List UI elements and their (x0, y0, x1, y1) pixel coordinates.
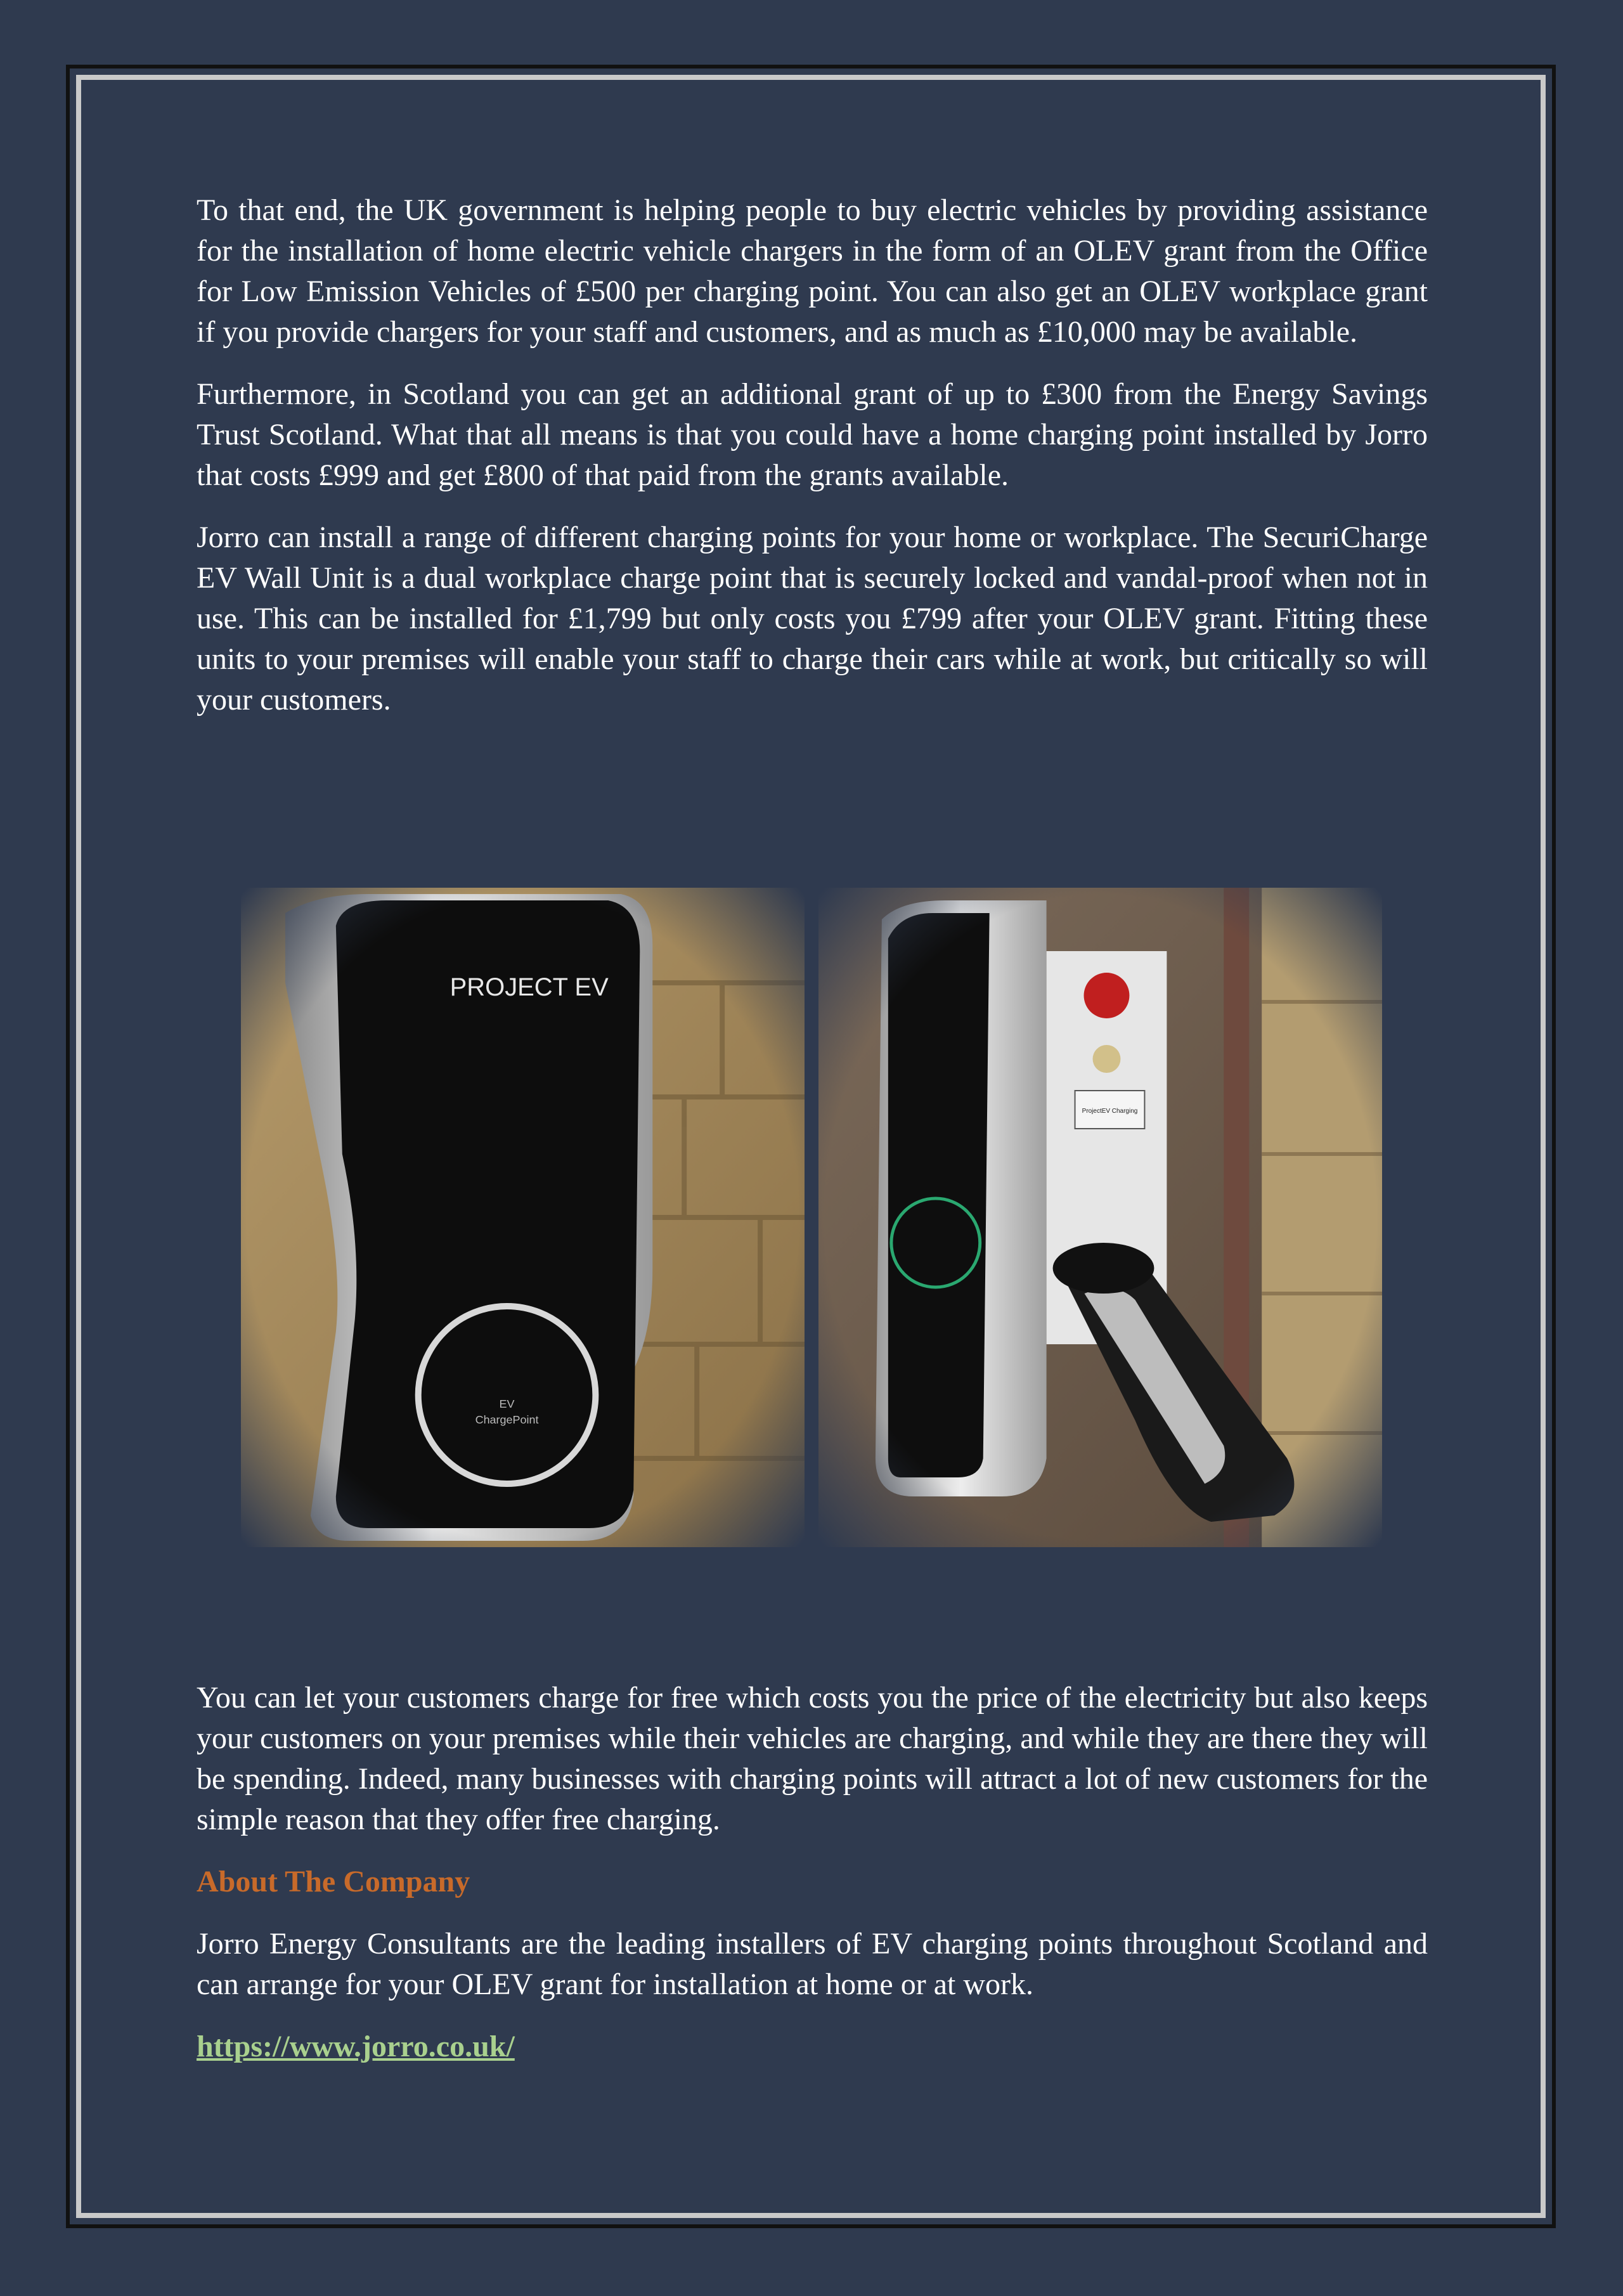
bottom-text-section (197, 1678, 1428, 2067)
top-text-section (197, 190, 1428, 742)
paragraph-olev-grant: To that end, the UK government is helping people to buy electric vehicles by providing assistance for the installation of home electric vehicle chargers in the form of an OLEV grant from the Office for Low Emission Vehicles of £500 per charging point. You can also get an OLEV workplace grant if you provide chargers for your staff and customers, and as much as £10,000 may be available. (197, 193, 1428, 349)
charger-photos (241, 888, 1382, 1547)
about-paragraph: Jorro Energy Consultants are the leading installers of EV charging points throughout Scotland and can arrange for your OLEV grant for installation at home or at work. (197, 1927, 1428, 2001)
paragraph-scotland-grant: Furthermore, in Scotland you can get an additional grant of up to £300 from the Energy Savings Trust Scotland. What that all means is that you could have a home charging point installed by Jorro that costs £999 and get £800 of that paid from the grants available. (197, 377, 1428, 492)
about-heading: About The Company (197, 1865, 470, 1898)
paragraph-free-charging: You can let your customers charge for free which costs you the price of the electricity but also keeps your customers on your premises while their vehicles are charging, and while they are there they will be spending. Indeed, many businesses with charging points will attract a lot of new customers for the simple reason that they offer free charging. (197, 1681, 1428, 1836)
company-website-link[interactable]: https://www.jorro.co.uk/ (197, 2030, 515, 2063)
photo-workplace-charger (818, 888, 1382, 1547)
photo-home-charger (241, 888, 805, 1547)
paragraph-securicharge: Jorro can install a range of different charging points for your home or workplace. The SecuriCharge EV Wall Unit is a dual workplace charge point that is securely locked and vandal-proof when not in use. This can be installed for £1,799 but only costs you £799 after your OLEV grant. Fitting these units to your premises will enable your staff to charge their cars while at work, but critically so will your customers. (197, 521, 1428, 717)
